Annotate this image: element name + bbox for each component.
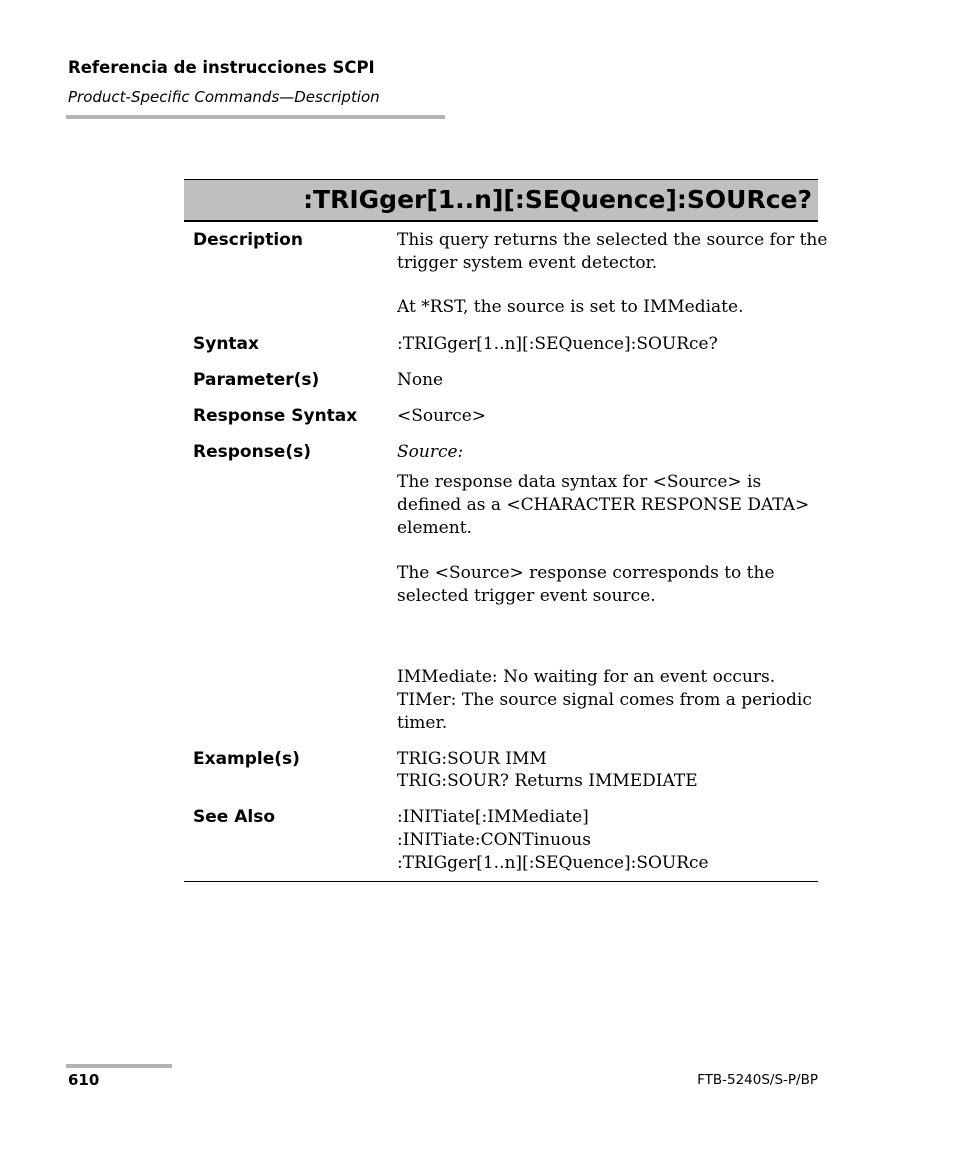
footer-divider — [66, 1064, 172, 1068]
see-also-line-1: :INITiate[:IMMediate] — [397, 807, 589, 827]
syntax-value: :TRIGger[1..n][:SEQuence]:SOURce? — [397, 334, 718, 354]
description-label: Description — [193, 230, 303, 250]
description-line-1: This query returns the selected the source for the — [397, 230, 828, 250]
product-name: FTB-5240S/S-P/BP — [697, 1072, 818, 1088]
responses-line-7: TIMer: The source signal comes from a periodic — [397, 690, 812, 710]
examples-label: Example(s) — [193, 749, 300, 769]
responses-line-3: element. — [397, 518, 472, 538]
see-also-line-2: :INITiate:CONTinuous — [397, 830, 591, 850]
responses-line-5: selected trigger event source. — [397, 586, 656, 606]
table-bottom-rule — [184, 881, 818, 882]
responses-line-6: IMMediate: No waiting for an event occurs. — [397, 667, 776, 687]
response-syntax-label: Response Syntax — [193, 406, 358, 426]
responses-param-name: Source: — [397, 442, 464, 462]
running-header-subtitle: Product-Specific Commands—Description — [68, 88, 380, 106]
description-line-2: trigger system event detector. — [397, 253, 658, 273]
command-title: :TRIGger[1..n][:SEQuence]:SOURce? — [303, 185, 812, 214]
response-syntax-value: <Source> — [397, 406, 487, 426]
responses-label: Response(s) — [193, 442, 311, 462]
responses-line-1: The response data syntax for <Source> is — [397, 472, 762, 492]
examples-line-2: TRIG:SOUR? Returns IMMEDIATE — [397, 771, 698, 791]
syntax-label: Syntax — [193, 334, 259, 354]
parameters-label: Parameter(s) — [193, 370, 320, 390]
responses-line-4: The <Source> response corresponds to the — [397, 563, 775, 583]
responses-line-8: timer. — [397, 713, 448, 733]
responses-line-2: defined as a <CHARACTER RESPONSE DATA> — [397, 495, 810, 515]
header-divider — [66, 115, 445, 119]
command-title-bar — [184, 179, 818, 222]
examples-line-1: TRIG:SOUR IMM — [397, 749, 547, 769]
page-number: 610 — [68, 1071, 100, 1089]
running-header-title: Referencia de instrucciones SCPI — [68, 58, 375, 77]
see-also-label: See Also — [193, 807, 276, 827]
description-line-3: At *RST, the source is set to IMMediate. — [397, 297, 744, 317]
see-also-line-3: :TRIGger[1..n][:SEQuence]:SOURce — [397, 853, 709, 873]
parameters-value: None — [397, 370, 444, 390]
